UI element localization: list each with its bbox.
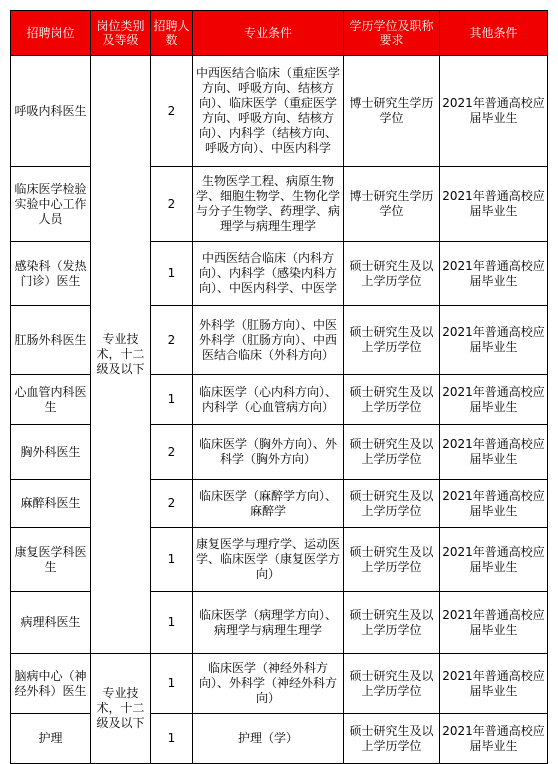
major-cell: 中西医结合临床（内科方向）、内科学（感染内科方向）、中医内科学、中医学: [193, 242, 344, 306]
major-cell: 临床医学（胸外方向）、外科学（胸外方向）: [193, 425, 344, 480]
other-cell: 2021年普通高校应届毕业生: [440, 242, 548, 306]
degree-cell: 硕士研究生及以上学历学位: [344, 306, 440, 375]
major-cell: 临床医学（心内科方向）、内科学（心血管病方向）: [193, 375, 344, 425]
major-cell: 外科学（肛肠方向）、中医外科学（肛肠方向）、中西医结合临床（外科方向）: [193, 306, 344, 375]
other-cell: 2021年普通高校应届毕业生: [440, 592, 548, 654]
position-cell: 肛肠外科医生: [11, 306, 91, 375]
major-cell: 生物医学工程、病原生物学、细胞生物学、生物化学与分子生物学、药理学、病理学与病理生理学: [193, 167, 344, 242]
count-cell: 1: [151, 714, 193, 764]
other-cell: 2021年普通高校应届毕业生: [440, 375, 548, 425]
major-cell: 护理（学）: [193, 714, 344, 764]
header-category: 岗位类别及等级: [91, 11, 151, 56]
position-cell: 脑病中心（神经外科）医生: [11, 654, 91, 714]
position-cell: 麻醉科医生: [11, 480, 91, 528]
degree-cell: 硕士研究生及以上学历学位: [344, 654, 440, 714]
count-cell: 2: [151, 425, 193, 480]
other-cell: 2021年普通高校应届毕业生: [440, 306, 548, 375]
degree-cell: 硕士研究生及以上学历学位: [344, 242, 440, 306]
recruitment-table: [10, 10, 548, 764]
degree-cell: 博士研究生学历学位: [344, 167, 440, 242]
degree-cell: 硕士研究生及以上学历学位: [344, 375, 440, 425]
degree-cell: 硕士研究生及以上学历学位: [344, 592, 440, 654]
major-cell: 中西医结合临床（重症医学方向、呼吸方向、结核方向）、临床医学（重症医学方向、呼吸方向、结核方向）、内科学（结核方向、呼吸方向）、中医内科学: [193, 56, 344, 167]
header-count: 招聘人数: [151, 11, 193, 56]
degree-cell: 硕士研究生及以上学历学位: [344, 480, 440, 528]
count-cell: 1: [151, 592, 193, 654]
table-row: [11, 56, 548, 167]
header-other: 其他条件: [440, 11, 548, 56]
other-cell: 2021年普通高校应届毕业生: [440, 425, 548, 480]
count-cell: 2: [151, 56, 193, 167]
count-cell: 1: [151, 242, 193, 306]
degree-cell: 硕士研究生及以上学历学位: [344, 528, 440, 592]
count-cell: 1: [151, 375, 193, 425]
major-cell: 临床医学（麻醉学方向）、麻醉学: [193, 480, 344, 528]
category-cell: 专业技术，十二级及以下: [91, 654, 151, 764]
other-cell: 2021年普通高校应届毕业生: [440, 480, 548, 528]
header-major: 专业条件: [193, 11, 344, 56]
position-cell: 护理: [11, 714, 91, 764]
count-cell: 1: [151, 528, 193, 592]
major-cell: 临床医学（神经外科方向）、外科学（神经外科方向）: [193, 654, 344, 714]
position-cell: 感染科（发热门诊）医生: [11, 242, 91, 306]
category-cell: 专业技术，十二级及以下: [91, 56, 151, 654]
degree-cell: 博士研究生学历学位: [344, 56, 440, 167]
major-cell: 康复医学与理疗学、运动医学、临床医学（康复医学方向）: [193, 528, 344, 592]
count-cell: 2: [151, 306, 193, 375]
other-cell: 2021年普通高校应届毕业生: [440, 654, 548, 714]
header-row: [11, 11, 548, 56]
count-cell: 2: [151, 167, 193, 242]
header-degree: 学历学位及职称要求: [344, 11, 440, 56]
other-cell: 2021年普通高校应届毕业生: [440, 528, 548, 592]
header-position: 招聘岗位: [11, 11, 91, 56]
position-cell: 临床医学检验实验中心工作人员: [11, 167, 91, 242]
position-cell: 病理科医生: [11, 592, 91, 654]
count-cell: 1: [151, 654, 193, 714]
table-row: [11, 654, 548, 714]
other-cell: 2021年普通高校应届毕业生: [440, 714, 548, 764]
other-cell: 2021年普通高校应届毕业生: [440, 167, 548, 242]
major-cell: 临床医学（病理学方向）、病理学与病理生理学: [193, 592, 344, 654]
position-cell: 康复医学科医生: [11, 528, 91, 592]
position-cell: 胸外科医生: [11, 425, 91, 480]
other-cell: 2021年普通高校应届毕业生: [440, 56, 548, 167]
degree-cell: 硕士研究生及以上学历学位: [344, 425, 440, 480]
degree-cell: 硕士研究生及以上学历学位: [344, 714, 440, 764]
position-cell: 心血管内科医生: [11, 375, 91, 425]
count-cell: 2: [151, 480, 193, 528]
position-cell: 呼吸内科医生: [11, 56, 91, 167]
